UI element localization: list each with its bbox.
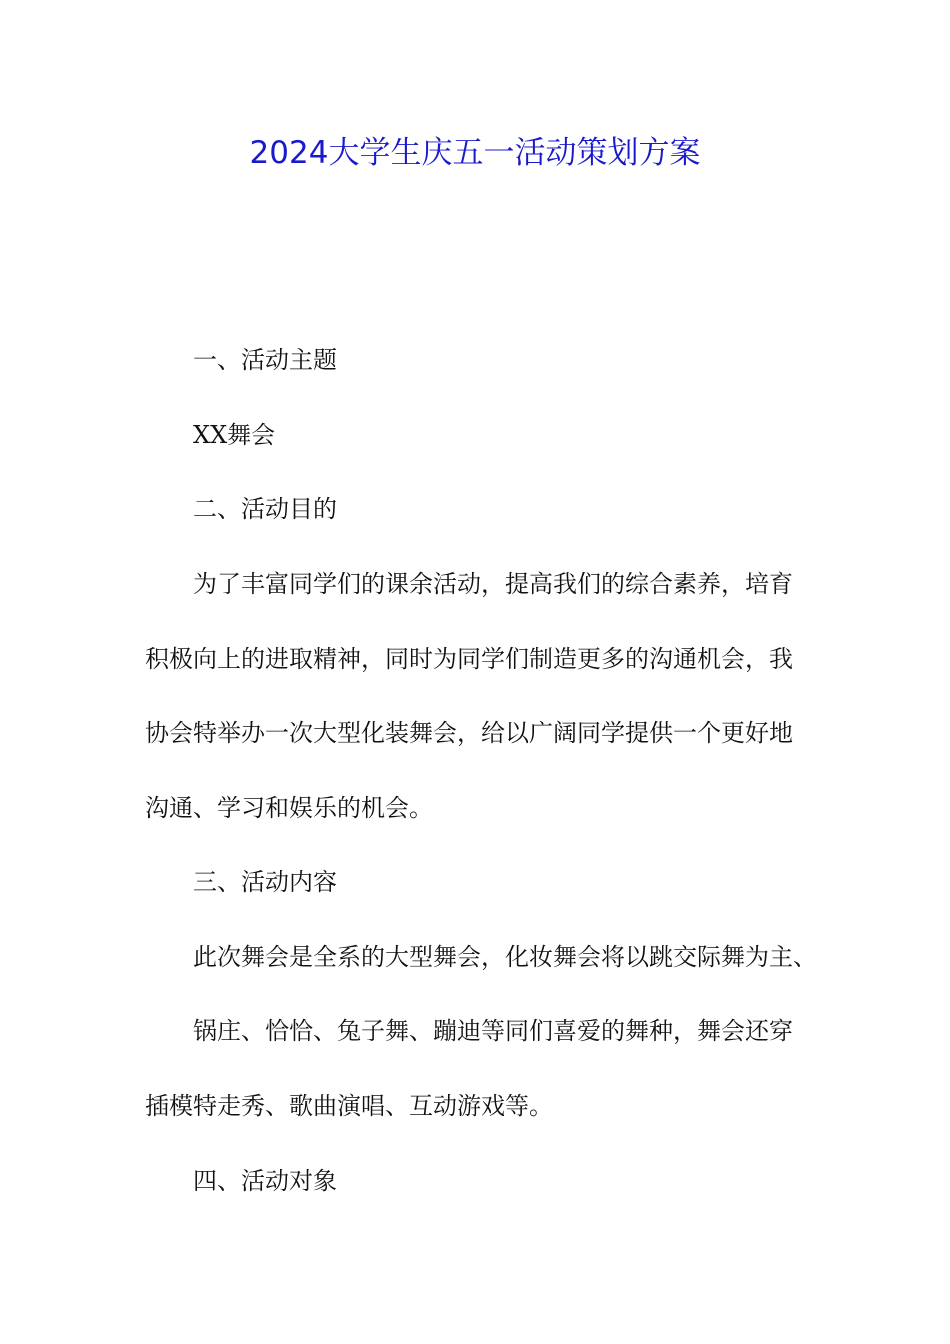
content-line-1: 此次舞会是全系的大型舞会，化妆舞会将以跳交际舞为主、	[193, 943, 817, 971]
section-heading-content: 三、活动内容	[193, 868, 337, 896]
content-line-2: 锅庄、恰恰、兔子舞、蹦迪等同们喜爱的舞种，舞会还穿	[193, 1017, 793, 1045]
theme-text: XX舞会	[193, 421, 276, 449]
section-heading-audience: 四、活动对象	[193, 1167, 337, 1195]
page-title: 2024大学生庆五一活动策划方案	[249, 135, 701, 171]
section-heading-purpose: 二、活动目的	[193, 495, 337, 523]
purpose-line-1: 为了丰富同学们的课余活动，提高我们的综合素养，培育	[193, 570, 793, 598]
purpose-line-3: 协会特举办一次大型化装舞会，给以广阔同学提供一个更好地	[145, 719, 793, 747]
purpose-line-4: 沟通、学习和娱乐的机会。	[145, 794, 433, 822]
content-line-3: 插模特走秀、歌曲演唱、互动游戏等。	[145, 1092, 553, 1120]
section-heading-theme: 一、活动主题	[193, 346, 337, 374]
purpose-line-2: 积极向上的进取精神，同时为同学们制造更多的沟通机会，我	[145, 645, 793, 673]
